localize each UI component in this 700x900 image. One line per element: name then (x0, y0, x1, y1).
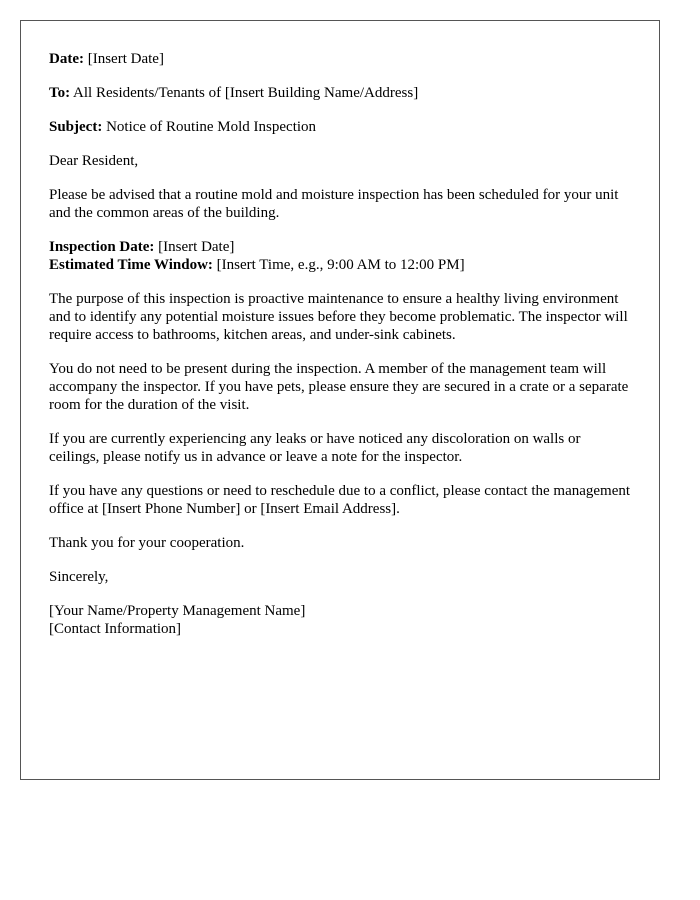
leaks-paragraph: If you are currently experiencing any leaks or have noticed any discoloration on walls or ceilings, please notify us in advance or leave a note for the inspector. (49, 431, 581, 465)
inspection-date-value: [Insert Date] (154, 239, 235, 255)
to-label: To: (49, 85, 71, 101)
subject-value: Notice of Routine Mold Inspection (102, 119, 317, 135)
questions-paragraph: If you have any questions or need to reschedule due to a conflict, please contact the management office at [Insert Phone Number] or [Insert Email Address]. (49, 483, 631, 517)
greeting: Dear Resident, (49, 153, 139, 169)
time-window-label: Estimated Time Window: (49, 257, 213, 273)
signature-contact: [Contact Information] (49, 621, 182, 637)
purpose-paragraph: The purpose of this inspection is proactive maintenance to ensure a healthy living environment and to identify any potential moisture issues before they become problematic. The inspector will require access to bathrooms, kitchen areas, and under-sink cabinets. (49, 291, 628, 343)
signature-name: [Your Name/Property Management Name] (49, 603, 306, 619)
letter-document (20, 20, 660, 780)
date-line (49, 50, 631, 68)
inspection-date-line (49, 238, 631, 256)
presence-paragraph: You do not need to be present during the inspection. A member of the management team will accompany the inspector. If you have pets, please ensure they are secured in a crate or a separate room for the duration of the visit. (49, 361, 629, 413)
time-window-value: [Insert Time, e.g., 9:00 AM to 12:00 PM] (212, 257, 465, 273)
sign-off: Sincerely, (49, 569, 109, 585)
thanks-paragraph: Thank you for your cooperation. (49, 535, 245, 551)
inspection-date-label: Inspection Date: (49, 239, 155, 255)
intro-paragraph: Please be advised that a routine mold and moisture inspection has been scheduled for your unit and the common areas of the building. (49, 187, 619, 221)
subject-line (49, 118, 631, 136)
date-value: [Insert Date] (83, 51, 164, 67)
time-window-line (49, 256, 631, 274)
subject-label: Subject: (49, 119, 103, 135)
to-line (49, 84, 631, 102)
to-value: All Residents/Tenants of [Insert Building Name/Address] (70, 85, 419, 101)
date-label: Date: (49, 51, 84, 67)
